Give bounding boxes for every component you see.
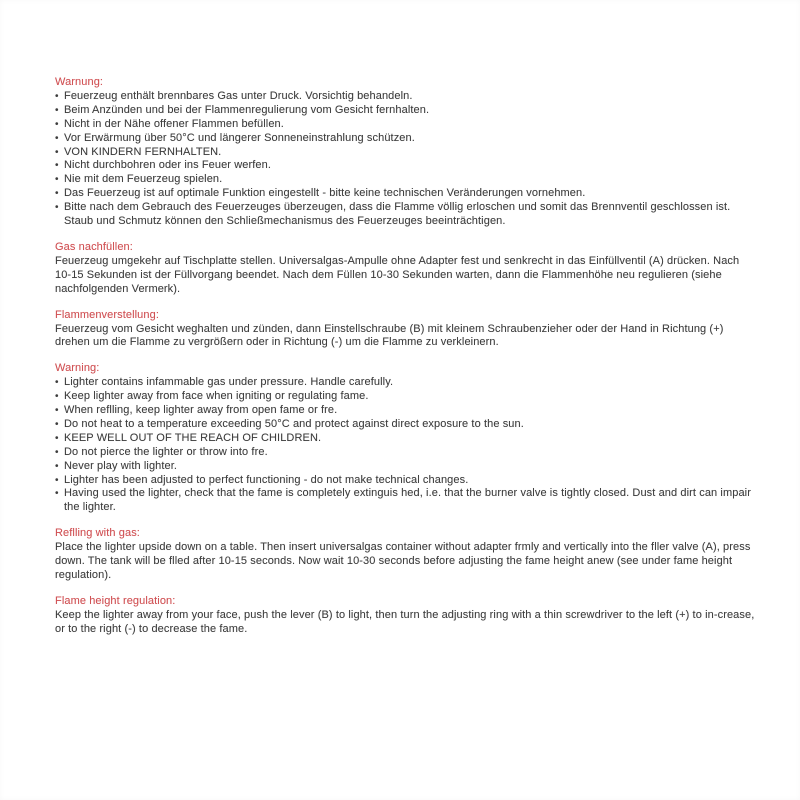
warning-list-de [55,90,757,229]
section-paragraph: Keep the lighter away from your face, push the lever (B) to light, then turn the adjusting ring with a thin screwdriver to the left (+) to in-crease, or to the right (-) to decrease the fame. [55,608,755,635]
warning-item: • Keep lighter away from face when igniting or regulating fame. [55,390,757,404]
section-heading: Warnung: [55,76,104,88]
warning-item: • Nicht in der Nähe offener Flammen befüllen. [55,118,757,132]
warning-item: • Vor Erwärmung über 50°C und längerer Sonneneinstrahlung schützen. [55,132,757,146]
section-heading: Reflling with gas: [55,527,140,540]
section-refilling-with-gas [55,527,757,583]
section-paragraph: Place the lighter upside down on a table. Then insert universalgas container without adapter frmly and vertically into the fller valve (A), press down. The tank will be flled after 10-15 seconds. Now wait 10-30 seconds before adjusting the fame height anew (see under fame height regulation). [55,541,751,581]
warning-item: • Nicht durchbohren oder ins Feuer werfen. [55,159,757,173]
warning-item: • Lighter has been adjusted to perfect functioning - do not make technical changes. [55,474,757,488]
section-flame-height-regulation [55,595,757,637]
warning-item: • Beim Anzünden und bei der Flammenregulierung vom Gesicht fernhalten. [55,104,757,118]
warning-item: • Bitte nach dem Gebrauch des Feuerzeuges überzeugen, dass die Flamme völlig erloschen und somit das Brennventil geschlossen ist. Staub und Schmutz können den Schließmechanismus des Feuerzeuges beeinträchtigen. [55,201,757,229]
section-paragraph: Feuerzeug umgekehr auf Tischplatte stellen. Universalgas-Ampulle ohne Adapter fest und senkrecht in das Einfüllventil (A) drücken. Nach 10-15 Sekunden ist der Füllvorgang beendet. Nach dem Füllen 10-30 Sekunden warten, dann die Flammenhöhe neu regulieren (siehe nachfolgenden Vermerk). [55,254,740,295]
warning-list-en [55,376,757,515]
warning-item: • Lighter contains infammable gas under pressure. Handle carefully. [55,376,757,390]
section-flammenverstellung [55,309,757,351]
warning-item: • KEEP WELL OUT OF THE REACH OF CHILDREN. [55,432,757,446]
warning-item: • Feuerzeug enthält brennbares Gas unter Druck. Vorsichtig behandeln. [55,90,757,104]
section-warning-en [55,362,757,515]
instruction-text-block [55,76,757,649]
warning-item: • Do not heat to a temperature exceeding 50°C and protect against direct exposure to the sun. [55,418,757,432]
warning-item: • VON KINDERN FERNHALTEN. [55,146,757,160]
section-paragraph: Feuerzeug vom Gesicht weghalten und zünden, dann Einstellschraube (B) mit kleinem Schraubenzieher oder der Hand in Richtung (+) drehen um die Flamme zu vergrößern oder in Richtung (-) um die Flamme zu verkleinern. [55,322,724,349]
section-heading: Flame height regulation: [55,594,176,607]
section-warnung-de [55,76,757,229]
warning-item: • When reflling, keep lighter away from open fame or fre. [55,404,757,418]
section-heading: Flammenverstellung: [55,308,159,321]
warning-item: • Nie mit dem Feuerzeug spielen. [55,173,757,187]
section-gas-nachfuellen [55,241,757,297]
warning-item: • Das Feuerzeug ist auf optimale Funktion eingestellt - bitte keine technischen Veränderungen vornehmen. [55,187,757,201]
warning-item: • Do not pierce the lighter or throw into fre. [55,446,757,460]
warning-item: • Never play with lighter. [55,460,757,474]
warning-item: • Having used the lighter, check that the fame is completely extinguis hed, i.e. that the burner valve is tightly closed. Dust and dirt can impair the lighter. [55,487,757,515]
section-heading: Gas nachfüllen: [55,240,133,253]
section-heading: Warning: [55,362,100,375]
